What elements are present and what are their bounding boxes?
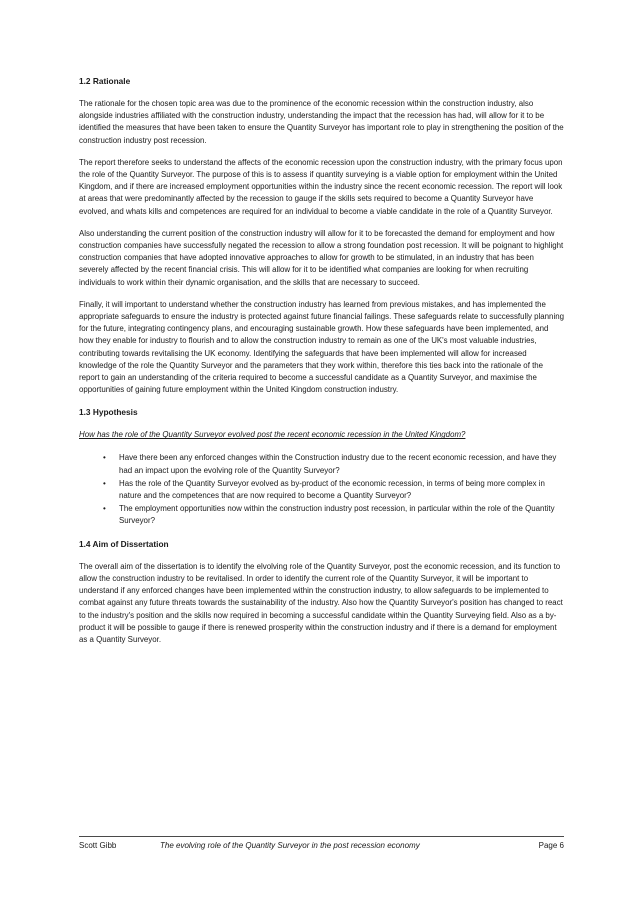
bullet-text: Has the role of the Quantity Surveyor evolved as by-product of the economic recession, in terms of being more complex in nature and the competences that are now required to become a Quantity Surveyor? — [119, 478, 545, 501]
hypothesis-bullet-list — [79, 452, 564, 527]
footer-author: Scott Gibb — [79, 841, 117, 850]
aim-paragraph: The overall aim of the dissertation is to identify the elvolving role of the Quantity Surveyor, post the economic recession, and its function to allow the construction industry to be revitalised. In order to identify the current role of the Quantity Surveyor, it will be important to understand if any enforced changes have been implemented within the construction industry, to allow safeguards to be implemented to combat against any future threats towards the sustainability of the industry. Also how the Quantity Surveyor's position has changed to react to the industry's position and the skills now required in becoming a successful candidate within the Quantity Surveying field. Also as a by-product it will be possible to gauge if there is renewed prosperity within the construction industry and if there is a demand for employment as a Quantity Surveyor. — [79, 561, 563, 644]
list-item — [79, 452, 564, 476]
bullet-text: The employment opportunities now within the construction industry post recession, in particular within the role of the Quantity Surveyor? — [119, 504, 555, 526]
bullet-icon: • — [103, 478, 106, 488]
list-item — [79, 503, 564, 527]
bullet-text: Have there been any enforced changes within the Construction industry due to the recent economic recession, and have they had an impact upon the evolving role of the Quantity Surveyor? — [119, 453, 557, 475]
footer-title: The evolving role of the Quantity Surveyor in the post recession economy — [160, 841, 420, 850]
section-heading-hypothesis: 1.3 Hypothesis — [79, 407, 138, 418]
section-heading-aim: 1.4 Aim of Dissertation — [79, 538, 169, 549]
hypothesis-question: How has the role of the Quantity Surveyor evolved post the recent economic recession in the United Kingdom? — [79, 430, 466, 440]
rationale-paragraph: The report therefore seeks to understand the affects of the economic recession upon the construction industry, with the primary focus upon the role of the Quantity Surveyor. The purpose of this is to assess if quantity surveying is a viable option for employment within the United Kingdom, and if there are increased employment opportunities within the industry since the recent economic recession. The report will look at areas that were predominantly affected by the recession to gauge if the skills sets required to become a Quantity Surveyor have evolved, and whats kills and competences are required for an individual to become a viable candidate in the role of a Quantity Surveyor. — [79, 157, 563, 216]
rationale-paragraph: Also understanding the current position of the construction industry will allow for it to be forecasted the demand for employment and how construction companies have successfully negated the recession to allow a strong foundation post recession. It will be poignant to highlight construction companies that have adopted innovative approaches to allow for growth to be stimulated, in an industry that has been severely affected by the recent financial crisis. This will allow for it to be identified what companies are looking for when recruiting individuals to work within their dynamic organisation, and the skills that are necessary to succeed. — [79, 228, 564, 287]
page-content — [79, 75, 564, 656]
list-item — [79, 478, 564, 502]
bullet-icon: • — [103, 453, 106, 463]
rationale-paragraph: Finally, it will important to understand whether the construction industry has learned from previous mistakes, and has implemented the appropriate safeguards to ensure the industry is protected against future financial failings. These safeguards relate to successfully planning for the future, integrating contingency plans, and encouraging sustainable growth. How these safeguards have been implemented, and how they enable for industry to flourish and to allow the construction industry to remain as one of the UK's most valuable industries, contributing towards revitalising the UK economy. Identifying the safeguards that have been implemented will allow for increased knowledge of the role the Quantity Surveyor and the parameters that they work within, therefore this ties back into the rationale of the report to gain an understanding of the criteria required to become a successful candidate as a Quantity Surveyor, and maximise the opportunities of gaining future employment within the United Kingdom construction industry. — [79, 299, 564, 395]
rationale-paragraph: The rationale for the chosen topic area was due to the prominence of the economic recession within the construction industry, also alongside industries affiliated with the construction industry, understanding the impact that the recession has had, will allow for it to be identified the measures that have been taken to ensure the Quantity Surveyor has important role to play in strengthening the position of the construction industry post recession. — [79, 99, 564, 145]
bullet-icon: • — [103, 504, 106, 514]
footer-divider — [79, 836, 564, 837]
section-heading-rationale: 1.2 Rationale — [79, 76, 131, 86]
footer-page-number: Page 6 — [538, 841, 564, 850]
